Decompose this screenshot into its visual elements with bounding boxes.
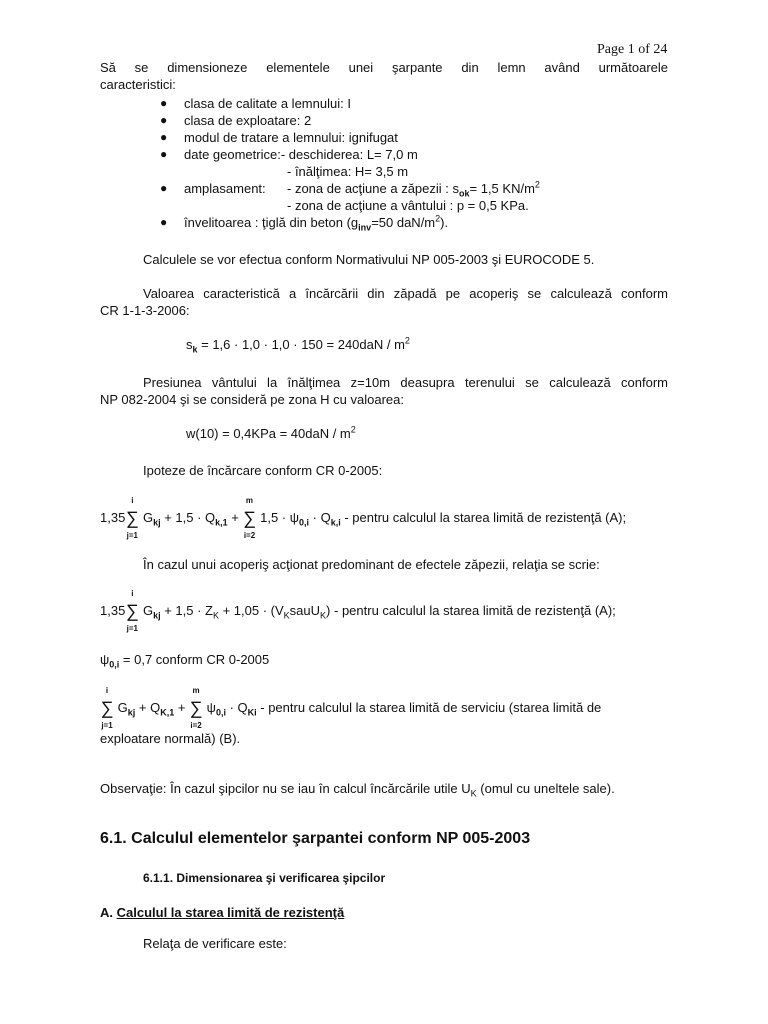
- psi-value: $\psi_{0,i} = 0,7$ conform CR 0-2005: [100, 652, 270, 670]
- verification-relation-intro: Relaţa de verificare este:: [143, 936, 287, 951]
- observation-text: Observaţie: În cazul şipcilor nu se iau în calcul încărcările utile $U_K$ (omul cu uneltele sale).: [100, 781, 615, 799]
- list-item: ● clasa de exploatare: 2: [160, 113, 312, 128]
- intro-line-2: caracteristici:: [100, 77, 176, 92]
- snow-case-text: În cazul unui acoperiş acţionat predominant de efectele zăpezii, relaţia se scrie:: [143, 557, 600, 572]
- snow-formula: $s_k = 1,6 \cdot 1,0 \cdot 1,0 \cdot 150 = 240daN / m^2$: [186, 335, 410, 355]
- formula-serviceability: ∑ i j=1 $G_{kj} + Q_{K,1}$ + ∑ m i=2 $\psi_{0,i} \cdot Q_{Ki}$ - pentru calculul la starea limită de serviciu (starea limită de: [100, 686, 602, 730]
- norm-paragraph: Calculele se vor efectua conform Normativului NP 005-2003 şi EUROCODE 5.: [143, 252, 595, 267]
- sum-icon: ∑ m i=2: [189, 686, 203, 730]
- hypotheses-title: Ipoteze de încărcare conform CR 0-2005:: [143, 463, 383, 478]
- subsection-heading-6-1-1: 6.1.1. Dimensionarea şi verificarea şipcilor: [143, 871, 386, 885]
- bullet-icon: ●: [160, 215, 168, 229]
- wind-line-2: NP 082-2004 şi se consideră pe zona H cu valoarea:: [100, 392, 405, 407]
- bullet-icon: ●: [160, 181, 168, 195]
- list-item: ● date geometrice:- deschiderea: L= 7,0 m: [160, 147, 418, 162]
- formula-ultimate-limit-state: 1,35∑ i j=1 $G_{kj} + 1,5 \cdot Q_{k,1}$ + ∑ m i=2 $1,5 \cdot \psi_{0,i} \cdot Q_{k,i}$ - pentru calculul la starea limită de rezistenţă (A);: [100, 496, 627, 540]
- sum-icon: ∑ i j=1: [125, 496, 139, 540]
- bullet-icon: ●: [160, 96, 168, 110]
- sum-icon: ∑ i j=1: [125, 589, 139, 633]
- list-item: ● modul de tratare a lemnului: ignifugat: [160, 130, 398, 145]
- list-item: ● clasa de calitate a lemnului: I: [160, 96, 351, 111]
- bullet-icon: ●: [160, 147, 168, 161]
- bullet-icon: ●: [160, 113, 168, 127]
- bullet-icon: ●: [160, 130, 168, 144]
- section-a-heading: A. Calculul la starea limită de rezistenţă: [100, 905, 345, 920]
- wind-formula: $w(10) = 0,4KPa = 40daN / m^2$: [186, 424, 356, 441]
- sum-icon: ∑ i j=1: [100, 686, 114, 730]
- snow-line-2: CR 1-1-3-2006:: [100, 303, 190, 318]
- characteristics-list: [146, 95, 540, 231]
- intro-line-1: Să se dimensioneze elementele unei şarpante din lemn având următoarele: [100, 60, 668, 75]
- sum-icon: ∑ m i=2: [243, 496, 256, 540]
- list-item: ● amplasament: - zona de acţiune a zăpezii : $s_{ok}= 1,5$ $KN/m^2$: [160, 179, 540, 199]
- list-item: ● învelitoarea : ţiglă din beton ($g_{inv}=50$ daN/$m^2$).: [160, 213, 449, 233]
- wind-line-1: Presiunea vântului la înălţimea z=10m deasupra terenului se calculează conform: [143, 375, 668, 390]
- list-item-continuation: - înălţimea: H= 3,5 m: [287, 164, 409, 179]
- formula-snow-predominant: 1,35∑ i j=1 $G_{kj} + 1,5 \cdot Z_K + 1,05$ · $(V_KsauU_K)$ - pentru calculul la starea limită de rezistenţă (A);: [100, 589, 616, 633]
- list-item-continuation: - zona de acţiune a vântului : p = 0,5 KPa.: [287, 198, 529, 213]
- page-number: Page 1 of 24: [597, 42, 668, 57]
- snow-line-1: Valoarea caracteristică a încărcării din zăpadă pe acoperiş se calculează conform: [143, 286, 668, 301]
- section-heading-6-1: 6.1. Calculul elementelor şarpantei conform NP 005-2003: [100, 830, 531, 847]
- serviceability-line-2: exploatare normală) (B).: [100, 731, 241, 746]
